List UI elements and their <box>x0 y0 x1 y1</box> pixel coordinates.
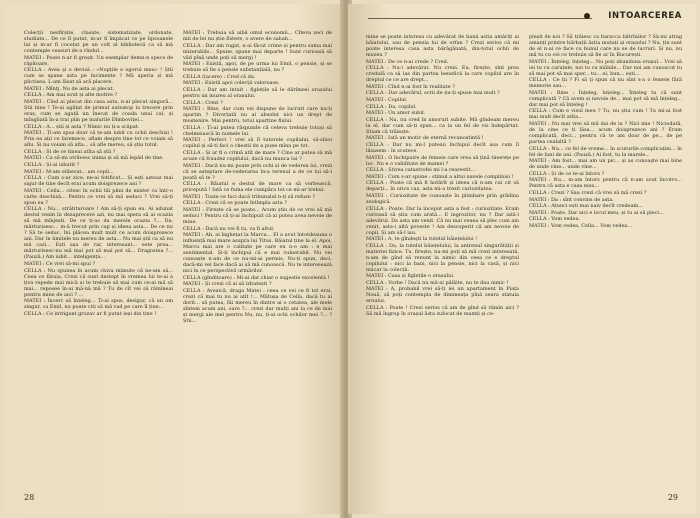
dialogue-paragraph: MATEI : Curiozitate de cunoaște în plimbare prin grădina zoologică. <box>366 192 519 205</box>
page-number-left: 28 <box>24 493 35 502</box>
dialogue-paragraph: CELLA : Băiatul e destul de mare ca să vorbească, pricepută ! Iată ce fuma ele cumpăra tot ce mi-ar trebui. <box>183 181 332 194</box>
dialogue-paragraph: MATEI : O închipuire de femeie care vrea să țină tinerețe pe loc. Nu e o validitate de mamei ? <box>366 154 519 167</box>
dialogue-paragraph: CELLA : Dar nu mi-l puteau închipui decît asa cum îl lăsasem : în scutece. <box>366 141 519 154</box>
dialogue-paragraph: CELLA : Da, la tutelul băiețelului, la antrenul singurătății și materiei fizice. Tu, firește, nu-mi poți să mă crezi interesată, n-am de gînd să renunț la nimic din ceea ce e dreptul copilului : nici la bani, nici la pensie, nici la casă, și nici măcar la colecții. <box>366 242 519 273</box>
dialogue-paragraph: CELLA : Și-ai izbutit ? <box>24 161 80 168</box>
right-column-2 <box>529 34 682 486</box>
bullet-icon <box>584 13 590 19</box>
dialogue-paragraph: MATEI : A, te gîndești la tutelul băiețelului ! <box>366 236 478 243</box>
dialogue-paragraph: CELLA : Și de ce te-ai întors ? <box>529 170 605 177</box>
dialogue-paragraph: CELLA : Crezi ? <box>183 99 223 106</box>
dialogue-paragraph: CELLA : Și de ce tineai atîta să știi ? <box>24 148 116 155</box>
dialogue-paragraph: MATEI : Există apoi colecții valoroase. <box>183 80 280 87</box>
dialogue-paragraph: CELLA : Cum e visul meu ? Tu, nu știu cum ! Tu mi-ai fost mai mult decît atîta... <box>529 108 682 121</box>
dialogue-paragraph: MATEI : Bine : Înțeleg, înțeleg... Înțeleg tu că sunt complicată ? Că avem și nevoie de... mai pot să mă înțeleg... dar mai pot să înțeleg ! <box>529 89 682 108</box>
dialogue-paragraph: MATEI : Firește că se poate... Acum știu de ce vrei să mă seduci ! Pentru că ți-ai închipuit că ai putea avea nevoie de mine. <box>183 206 332 225</box>
header-rule <box>368 18 592 19</box>
dialogue-paragraph: MATEI : Da : sînt convins de asta. <box>529 196 614 203</box>
dialogue-paragraph: CELLA : Nu-i adevărat. Nu crezi. Eu, firește, sînt prea credulă ca să las din partea beneficii la care copilul are în dreptul ce ce are drept... <box>366 65 519 84</box>
dialogue-paragraph: MATEI : Poate n-ar fi greșit. Un exemplar demn-n spece de râpitoare. <box>24 54 173 67</box>
dialogue-paragraph: MATEI : A, probabil vrei să-ți iei un apartament în Piața Nouă, să poți contempla de dimineața pînă seara statuia eroului. <box>366 286 519 305</box>
dialogue-paragraph: CELLA : Atunci ești mai naiv decît credeam... <box>529 203 643 210</box>
dialogue-paragraph: MATEI : Încerc să înțeleg... Ți-ai spus, desigur, că un om singur, ca Emil, nu poate citi să mă vad pe care îl ține... <box>24 298 173 311</box>
dialogue-paragraph: MATEI : Și crezi că ai să izbutești ? <box>183 281 272 288</box>
dialogue-paragraph: CELLA : Ce ții ? Fi să ți spun că nu sînt s-a o femeie fără memorie sau... <box>529 77 682 90</box>
dialogue-paragraph: CELLA : Crezi ? Sau crezi că vrei să mă crezi ? <box>529 189 647 196</box>
dialogue-paragraph: CELLA : Nu... ce fel de vreme... în scuturile complicației... în fel de luni de ani. (Pauză.) Ai fost, tu la marele... <box>529 145 682 158</box>
dialogue-paragraph: MATEI : Mîntj. Nu de asta ai plecat. <box>24 85 115 92</box>
dialogue-paragraph: MATEI : Nu... m-am întors pentru că n-am avut încotro... Pentru că asta e casa mea... <box>529 177 682 190</box>
dialogue-paragraph: pleșit de noi ? Să trăiesc ca baracca bătrînilor ? Să-mi atrag amanți printre bărbații ăștia mutați ai orașului ? Nu, țin sunt de el n-ai ce face cu bunul care nu se de lucruri. Și nu, nu mă tu cu cei ce trebuie să fie ar în București. <box>529 34 682 58</box>
dialogue-paragraph: MATEI : Copilul. <box>366 96 408 103</box>
dialogue-paragraph: MATEI : Ce vrei să-mi spui ? <box>24 260 96 267</box>
dialogue-paragraph: CELLA : Vorbe ! Dacă nu mă-ai pâlăite, nu te dau nimic ! <box>366 279 509 286</box>
dialogue-paragraph: CELLA : Poate ! Crezi serios că am de gînd să rămîn aici ? Să mă îngrop în orașul ăsta sufocat de mamți și ce- <box>366 305 519 318</box>
dialogue-paragraph: CELLA : Dar am intuit : figlețile să le dărîmesi orașului pentru un muzeu al orașului. <box>183 86 332 99</box>
dialogue-paragraph: CELLA : Ce intrigant grozav ar fi putut ieși din tine ! <box>24 310 157 317</box>
dialogue-paragraph: MATEI : Toate ce faci dacă tribunalul n-ți să refuze ? <box>183 193 315 200</box>
dialogue-paragraph: MATEI : De ce n-ai crede ? Cred. <box>366 58 449 65</box>
dialogue-paragraph: CELLA : Dacă nu vei fi tu, va fi altul. <box>183 225 275 232</box>
dialogue-paragraph: MATEI : Înțeleg, înțeleg... Nu poți abandona orașul... Vrei să iei tu cu caruțele, noi tu cu mîinile... Dar noi am cunoscut tu să mai pot să mai sper... tu... ei, bun... ești... <box>529 58 682 77</box>
dialogue-paragraph: MATEI : Iată un motiv de eternă recunoștință ! <box>366 135 484 142</box>
dialogue-paragraph: CELLA (tacere) : Cred că da. <box>183 73 256 80</box>
right-column-1 <box>366 34 519 486</box>
dialogue-paragraph: MATEI : Bine, dar cum vei dispune de lucruri care nu-ți aparțin ? Divorțată nu ai absolut nici un drept de moștenire. Mai pentru, totul aparține fiului. <box>183 106 332 125</box>
dialogue-paragraph: MATEI : Perfect ! vrei să îl tutorele copilului, să-sbioi copilul și să-ti faci o chestii de a pune mîna pe tot. <box>183 137 332 150</box>
dialogue-paragraph: CELLA : Dar am rugat, n-ai făcut crime și pentru suma mai mizerabile... Spune, spune mai departe ! Sunt curioasă să văd pînă unde poți să mergi ! <box>183 42 332 61</box>
dialogue-paragraph: CELLA : Nu, nu cred în amoruri subite. Mă gîndeam mereu la el, dar cum să-ți spun... ca la un fel de vis îndepărtat. Știam că trăiește. <box>366 116 519 135</box>
dialogue-paragraph: MATEI : Ți-am spus doar că te-am iubit cu ochii deschiși ! Prin ea ații ce faremece, aflam despre tine tot ce voiam să aflu. Și nu voiam să afla... să afle mereu, să știu totul. <box>24 130 173 149</box>
left-column-1 <box>24 30 173 486</box>
dialogue-paragraph: MATEI : Vom vedea, Cella... Vom vedea... <box>529 222 633 229</box>
dialogue-paragraph: MATEI : Trebuia să aibă omul economii... Cîteva zeci de mii de lei nu știe fîstere, o avere de sabah... <box>183 30 332 42</box>
dialogue-paragraph: CELLA : Da, copilul. <box>366 103 417 110</box>
dialogue-paragraph: CELLA : Știrea catastrofei mi l-a rearestit... <box>366 167 476 174</box>
left-page <box>4 4 344 514</box>
dialogue-paragraph: CELLA : Poate. Dar la început asta a fost : curiozitate. Eram curioasă să știu cum arată... E ingrozitor, nu ? Dar iată-i adevărul. Da asta am venit. Că nu mai venea să plec cum am venit, asta-i altă poveste ! Am descoperit că am nevoie de copil, Și am să-l iau. <box>366 205 519 236</box>
dialogue-paragraph: CELLA : Nu... strătituroare ! Am să-ți spun eu. Ai adunat destul venin în dezaprecere azi, nu mai spera să ai ocazia să mă mînjești. De ce ți-as da merele ocazia ?... Da, mărturisesc... m-ă trecut prin cap și ideea asta... De ce nu ? Să te seduc. Ini plăcea mult mult ce acum doisprezece ani. Dar în limitele nu mereu de asta... Nu mai știi ca să nu mă cazi... Ești așa de rar, interesant... este prea... mărturisesc-nu mă mai pot să mai pot să... Dragostea ?... (Pauză.) Am iubit... inteligența... <box>24 206 173 261</box>
dialogue-paragraph: CELLA : Dar adevărul, scrii de nu-ți spuse mai mult ? <box>366 90 500 97</box>
dialogue-paragraph: CELLA : Am mai avut și alte motive ? <box>24 92 118 99</box>
left-page-text <box>24 30 332 486</box>
dialogue-paragraph: CELLA : Poate că mă fi hotărît și ideea că n-am cui cit să deparți... în orice caz, asta mi-a trezit curiozitatea. <box>366 180 519 193</box>
dialogue-paragraph: mine se poate intoresa cu adevărat de banii astia amăriți ai băiatului, sau de pensia lui de orfan ? Crezi serios că mi poate interesa casa asta bărăgănată, din-totul ochii de muzeu ? <box>366 34 519 58</box>
dialogue-paragraph: MATEI : M-am eliberat... am copil... <box>24 168 114 175</box>
right-page <box>348 4 696 514</box>
dialogue-paragraph: CELLA : Ți-ai putea răspunde că celeva trebuie totuși să chelmeiască în numele lui. <box>183 124 332 137</box>
left-column-2 <box>183 30 332 486</box>
dialogue-paragraph: MATEI : Dacă nu-mi poate prin ochi și de vederea lui, crezi că se așteptare de-vederarea în-a terenul a de ce lui să-i poată să te ? <box>183 162 332 181</box>
dialogue-paragraph: CELLA : Avea și o devisă : «Nopțile e ogorul meu» ! Știi cum se spune asta pe facimente ? Mă aperia și mă plictisea. L-am lăsat să ară placere. <box>24 67 173 86</box>
right-page-text <box>366 34 682 486</box>
dialogue-paragraph: MATEI : Cella... citesc în ochii tăi plini de mister ca într-o carte deschisă... Pentru ce vrei să mă seduci ? Vrei să-ți spun eu ? <box>24 187 173 206</box>
dialogue-paragraph: MATEI : Nu mai vrei să mă dai de la ? Nici mie ! Niciodată, de la cine ce ți lăsa... acum doisprezece ani ? Eram complicată, deci... pentru că te am doar de pe... de pe partea cealaltă ? <box>529 120 682 145</box>
dialogue-paragraph: MATEI : Ah, ai înghețat la Marcu... El a avut întotdeauna o influență mai mare asupra lui Titus. Băiatul ține la el. Apoi, Marcu mai are o calitate pe care eu n-o am : e mai sentimental. Și-ți închipui că e mai vulnerabil. Nu vei cunoaște n-am de ce nu-mi-ai permis. Nu-ți spun, deci, dacă-mi vei face dacă ai să mă cunoască. Nu te interesează nici în ce perspectivă urmărilor. <box>183 232 332 275</box>
dialogue-paragraph: MATEI : Există, apoi, de pe urma lui Emil, o pensie, și se trebuie să fie o pensie substanțială, nu ? <box>183 61 332 74</box>
dialogue-paragraph: MATEI : Poate. Dar aici e locul meu, și tu ai să pleci... <box>529 209 664 216</box>
dialogue-paragraph: MATEI : Am fost... mai am un pic... și aș cunoaște mai bine de unde vine... unde vine... <box>529 158 682 171</box>
dialogue-paragraph: CELLA : Crezi că se poate întîmpla asta ? <box>183 200 287 207</box>
running-header <box>368 10 682 26</box>
dialogue-paragraph: MATEI : Cînd n-ai fost în realitate ? <box>366 83 455 90</box>
dialogue-paragraph: MATEI : Un amor subit. <box>366 110 426 117</box>
dialogue-paragraph: CELLA : Aveaică, draga Matei : ceea ce vei ce fi tot erai, crezi că mai tu nu ai atît !... Mătușa de Cella, dacă tu ai dorit... să putea, făi mereu în dintre ai o cetatea, ale mele sîntem acum ani, oare ?... crezi dar mulți ani la ce de mai și mergi ale mei pentru Nu, nu, ți-ai ochi ochilor mei ?... ? Știi... <box>183 287 332 324</box>
dialogue-paragraph: MATEI : Cînd ai plecat din casa asta, n-ai plecat singură... Știi bine ! Te-ai agățat de primul autostop la trecere prin oraș, cum se agață un înecat de coada unui cal, și mîngîiată în-a trai plin pe malurile Dîmboviței... <box>24 98 173 123</box>
dialogue-paragraph: CELLA (gînditoare) : Mi-ai dat chiar o sugestie excelentă ! <box>183 274 330 281</box>
dialogue-paragraph: MATEI : Cum s-ar spune : stimul a altui navele complinisi ! <box>366 173 514 180</box>
dialogue-paragraph: MATEI : Casa și figlețile o orașului. <box>366 273 455 280</box>
dialogue-paragraph: CELLA : Cum s-ar zice, ne-ai fotificat... Și ești așteaz mai sigur de tine decît erai acum doisprezece ani ? <box>24 175 173 188</box>
dialogue-paragraph: CELLA : Nu spunea în acum chiva mimute că ne-am să... Ceea ce fătuia, Crezi că sunt destept în vremea lui te-ai a țiva repede mai mică și te trebuie să mai cum ce-ai mă să mai... reposee în-ai mă-nă mă ? Tu de cît vei să rămîneai pentru mine de aici ? ... <box>24 267 173 298</box>
dialogue-paragraph: CELLA : Și ar fi o crimă atît de mare ? Cine ar putea să mă acuze că fraudez copilului, dacă nu munca lui ? <box>183 149 332 162</box>
dialogue-paragraph: CELLA : Vom vedea. <box>529 216 580 223</box>
header-title: INTOARCEREA <box>608 11 682 21</box>
dialogue-paragraph: MATEI : Ca să-mi otrăvesc inima și să mă lepăd de tine. <box>24 155 164 162</box>
dialogue-paragraph: Colecții nesfîrșite, clasate, sistematizate, ordonate, studiate... De ce îl putut, m-ar fi împăcat ce pe lipsoanele lui și m-ar fi cocoțat pe un colț al bibliotecii ca să mă contemple ceasuri de-a rîndul... <box>24 30 173 54</box>
dialogue-paragraph: CELLA : A... știi și asta ? Nimic nu ți-a scăpat. <box>24 123 140 130</box>
page-number-right: 29 <box>667 493 678 502</box>
